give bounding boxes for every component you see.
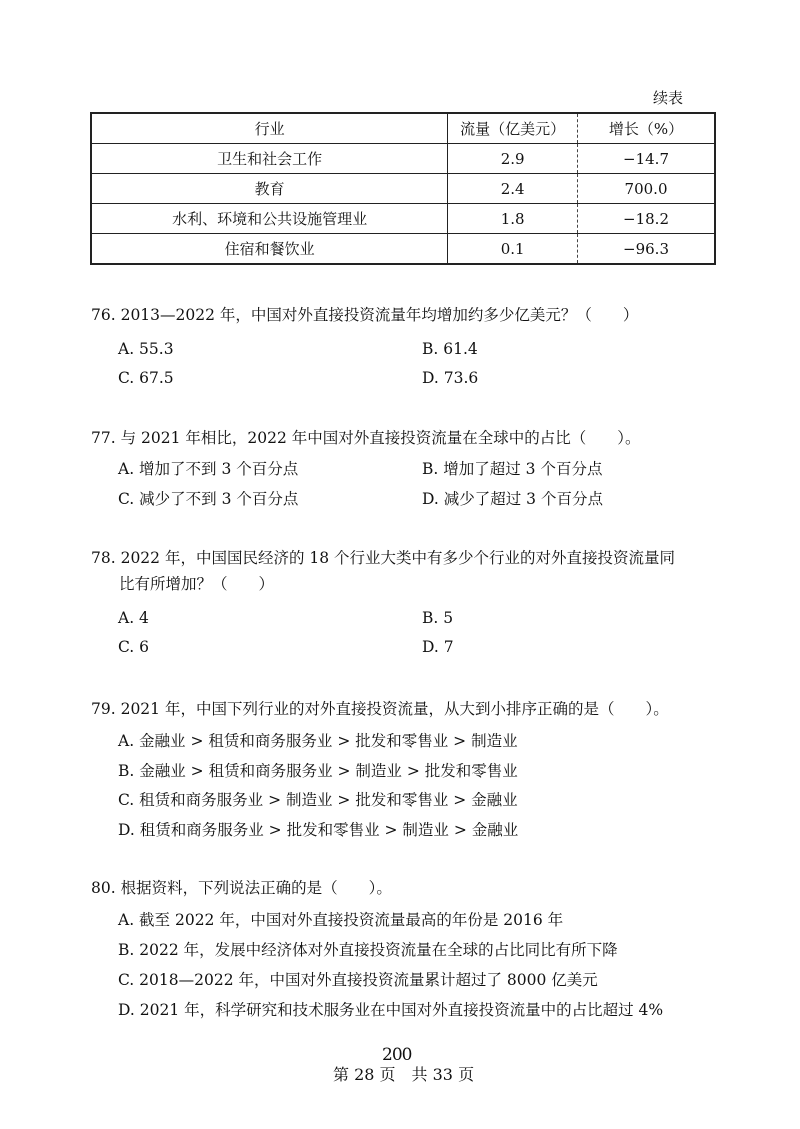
q77-option-a: A. 增加了不到 3 个百分点 [118, 460, 299, 478]
cell-flow: 2.9 [448, 144, 578, 174]
header-industry: 行业 [91, 113, 448, 144]
question-78-stem [91, 545, 675, 597]
table-row [91, 234, 715, 265]
industry-flow-table [90, 112, 716, 265]
q76-option-a: A. 55.3 [118, 340, 174, 358]
header-growth: 增长（%） [578, 113, 715, 144]
cell-flow: 2.4 [448, 174, 578, 204]
continuation-label: 续表 [653, 89, 684, 107]
cell-growth: −14.7 [578, 144, 715, 174]
page-number-stamp: 200 [382, 1045, 412, 1065]
page-footer: 第 28 页 共 33 页 [333, 1065, 475, 1084]
table-row [91, 174, 715, 204]
q77-option-c: C. 减少了不到 3 个百分点 [118, 490, 299, 508]
q77-option-d: D. 减少了超过 3 个百分点 [422, 490, 603, 508]
cell-flow: 1.8 [448, 204, 578, 234]
q80-option-a: A. 截至 2022 年，中国对外直接投资流量最高的年份是 2016 年 [118, 911, 564, 929]
q78-option-c: C. 6 [118, 638, 150, 656]
question-76-stem: 76. 2013—2022 年，中国对外直接投资流量年均增加约多少亿美元？（ ） [91, 306, 639, 324]
q79-option-b: B. 金融业 > 租赁和商务服务业 > 制造业 > 批发和零售业 [118, 762, 518, 780]
q78-option-a: A. 4 [118, 609, 149, 627]
q76-option-d: D. 73.6 [422, 369, 479, 387]
cell-industry: 水利、环境和公共设施管理业 [91, 204, 448, 234]
q79-option-c: C. 租赁和商务服务业 > 制造业 > 批发和零售业 > 金融业 [118, 791, 518, 809]
question-80-stem: 80. 根据资料，下列说法正确的是（ ）。 [91, 879, 392, 897]
table-row [91, 144, 715, 174]
cell-industry: 教育 [91, 174, 448, 204]
cell-growth: 700.0 [578, 174, 715, 204]
q78-option-b: B. 5 [422, 609, 454, 627]
q80-option-d: D. 2021 年，科学研究和技术服务业在中国对外直接投资流量中的占比超过 4% [118, 1001, 664, 1019]
q76-option-b: B. 61.4 [422, 340, 478, 358]
table-header-row [91, 113, 715, 144]
q78-option-d: D. 7 [422, 638, 454, 656]
q78-stem-line1: 78. 2022 年，中国国民经济的 18 个行业大类中有多少个行业的对外直接投资流量同 [91, 549, 676, 567]
cell-industry: 住宿和餐饮业 [91, 234, 448, 265]
q80-option-b: B. 2022 年，发展中经济体对外直接投资流量在全球的占比同比有所下降 [118, 941, 618, 959]
q79-option-a: A. 金融业 > 租赁和商务服务业 > 批发和零售业 > 制造业 [118, 732, 518, 750]
q77-option-b: B. 增加了超过 3 个百分点 [422, 460, 603, 478]
q76-option-c: C. 67.5 [118, 369, 174, 387]
q80-option-c: C. 2018—2022 年，中国对外直接投资流量累计超过了 8000 亿美元 [118, 971, 598, 989]
q79-option-d: D. 租赁和商务服务业 > 批发和零售业 > 制造业 > 金融业 [118, 821, 519, 839]
table-row [91, 204, 715, 234]
question-79-stem: 79. 2021 年，中国下列行业的对外直接投资流量，从大到小排序正确的是（ ）。 [91, 700, 669, 718]
header-flow: 流量（亿美元） [448, 113, 578, 144]
q78-stem-line2: 比有所增加？（ ） [119, 575, 275, 593]
cell-industry: 卫生和社会工作 [91, 144, 448, 174]
cell-growth: −18.2 [578, 204, 715, 234]
cell-flow: 0.1 [448, 234, 578, 265]
question-77-stem: 77. 与 2021 年相比，2022 年中国对外直接投资流量在全球中的占比（ ）。 [91, 429, 641, 447]
cell-growth: −96.3 [578, 234, 715, 265]
